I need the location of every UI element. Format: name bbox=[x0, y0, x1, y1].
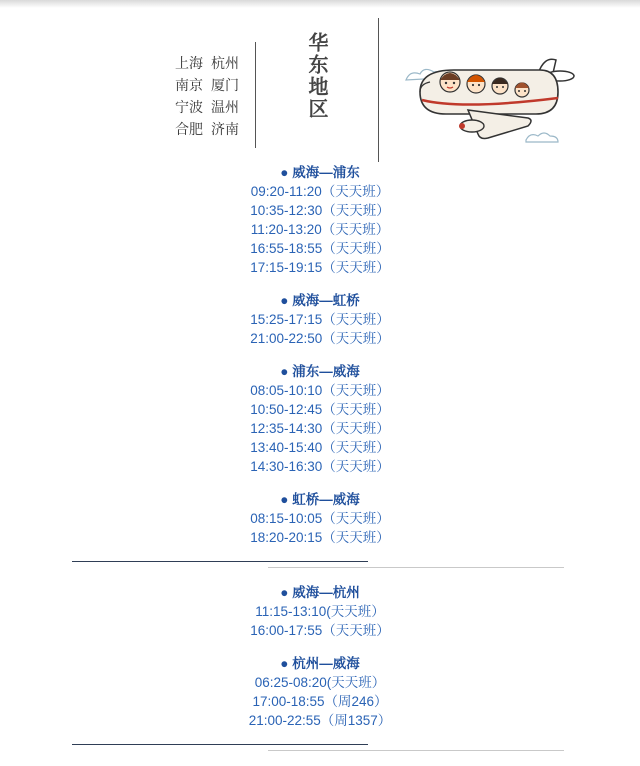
flight-time: 17:15-19:15（天天班） bbox=[250, 260, 390, 275]
flight-time: 08:05-10:10（天天班） bbox=[250, 383, 390, 398]
route-header: ● 浦东—威海 bbox=[280, 364, 360, 379]
flight-schedule bbox=[0, 163, 640, 766]
section-divider bbox=[0, 738, 640, 762]
city-name: 南京 bbox=[175, 77, 203, 93]
flight-time: 16:00-17:55（天天班） bbox=[250, 623, 390, 638]
divider-line-light bbox=[268, 567, 564, 568]
route-group bbox=[0, 163, 640, 277]
city-name: 宁波 bbox=[175, 99, 203, 115]
city-row bbox=[175, 74, 255, 96]
divider-line-light bbox=[268, 750, 564, 751]
city-divider-line bbox=[255, 42, 256, 148]
route-header: ● 威海—浦东 bbox=[280, 165, 360, 180]
city-row bbox=[175, 118, 255, 140]
city-name: 济南 bbox=[211, 121, 239, 137]
flight-time: 11:15-13:10(天天班） bbox=[255, 604, 385, 619]
route-header: ● 威海—虹桥 bbox=[280, 293, 360, 308]
route-header: ● 杭州—威海 bbox=[280, 656, 360, 671]
flight-time: 16:55-18:55（天天班） bbox=[250, 241, 390, 256]
flight-time: 21:00-22:55（周1357） bbox=[248, 713, 392, 728]
route-group bbox=[0, 490, 640, 547]
divider-line-dark bbox=[72, 744, 368, 745]
city-list bbox=[175, 52, 255, 140]
flight-time: 08:15-10:05（天天班） bbox=[250, 511, 390, 526]
title-divider-line bbox=[378, 18, 379, 162]
route-header: ● 威海—杭州 bbox=[280, 585, 360, 600]
city-name: 厦门 bbox=[211, 77, 239, 93]
flight-time: 15:25-17:15（天天班） bbox=[250, 312, 390, 327]
city-name: 杭州 bbox=[211, 55, 239, 71]
route-header: ● 虹桥—威海 bbox=[280, 492, 360, 507]
flight-time: 11:20-13:20（天天班） bbox=[250, 222, 390, 237]
flight-time: 18:20-20:15（天天班） bbox=[250, 530, 390, 545]
city-name: 温州 bbox=[211, 99, 239, 115]
airplane-illustration-icon bbox=[398, 52, 578, 152]
flight-time: 10:35-12:30（天天班） bbox=[250, 203, 390, 218]
flight-time: 14:30-16:30（天天班） bbox=[250, 459, 390, 474]
route-group bbox=[0, 362, 640, 476]
city-name: 合肥 bbox=[175, 121, 203, 137]
flight-time: 21:00-22:50（天天班） bbox=[250, 331, 390, 346]
route-group bbox=[0, 654, 640, 730]
flight-time: 10:50-12:45（天天班） bbox=[250, 402, 390, 417]
city-row bbox=[175, 96, 255, 118]
flight-time: 06:25-08:20(天天班） bbox=[254, 675, 386, 690]
top-shadow bbox=[0, 0, 640, 8]
region-title: 华东地区 bbox=[305, 32, 329, 120]
city-row bbox=[175, 52, 255, 74]
flight-time: 13:40-15:40（天天班） bbox=[250, 440, 390, 455]
flight-time: 12:35-14:30（天天班） bbox=[250, 421, 390, 436]
section-divider bbox=[0, 555, 640, 579]
route-group bbox=[0, 291, 640, 348]
flight-time: 09:20-11:20（天天班） bbox=[250, 184, 390, 199]
divider-line-dark bbox=[72, 561, 368, 562]
route-group bbox=[0, 583, 640, 640]
city-name: 上海 bbox=[175, 55, 203, 71]
flight-time: 17:00-18:55（周246） bbox=[252, 694, 388, 709]
